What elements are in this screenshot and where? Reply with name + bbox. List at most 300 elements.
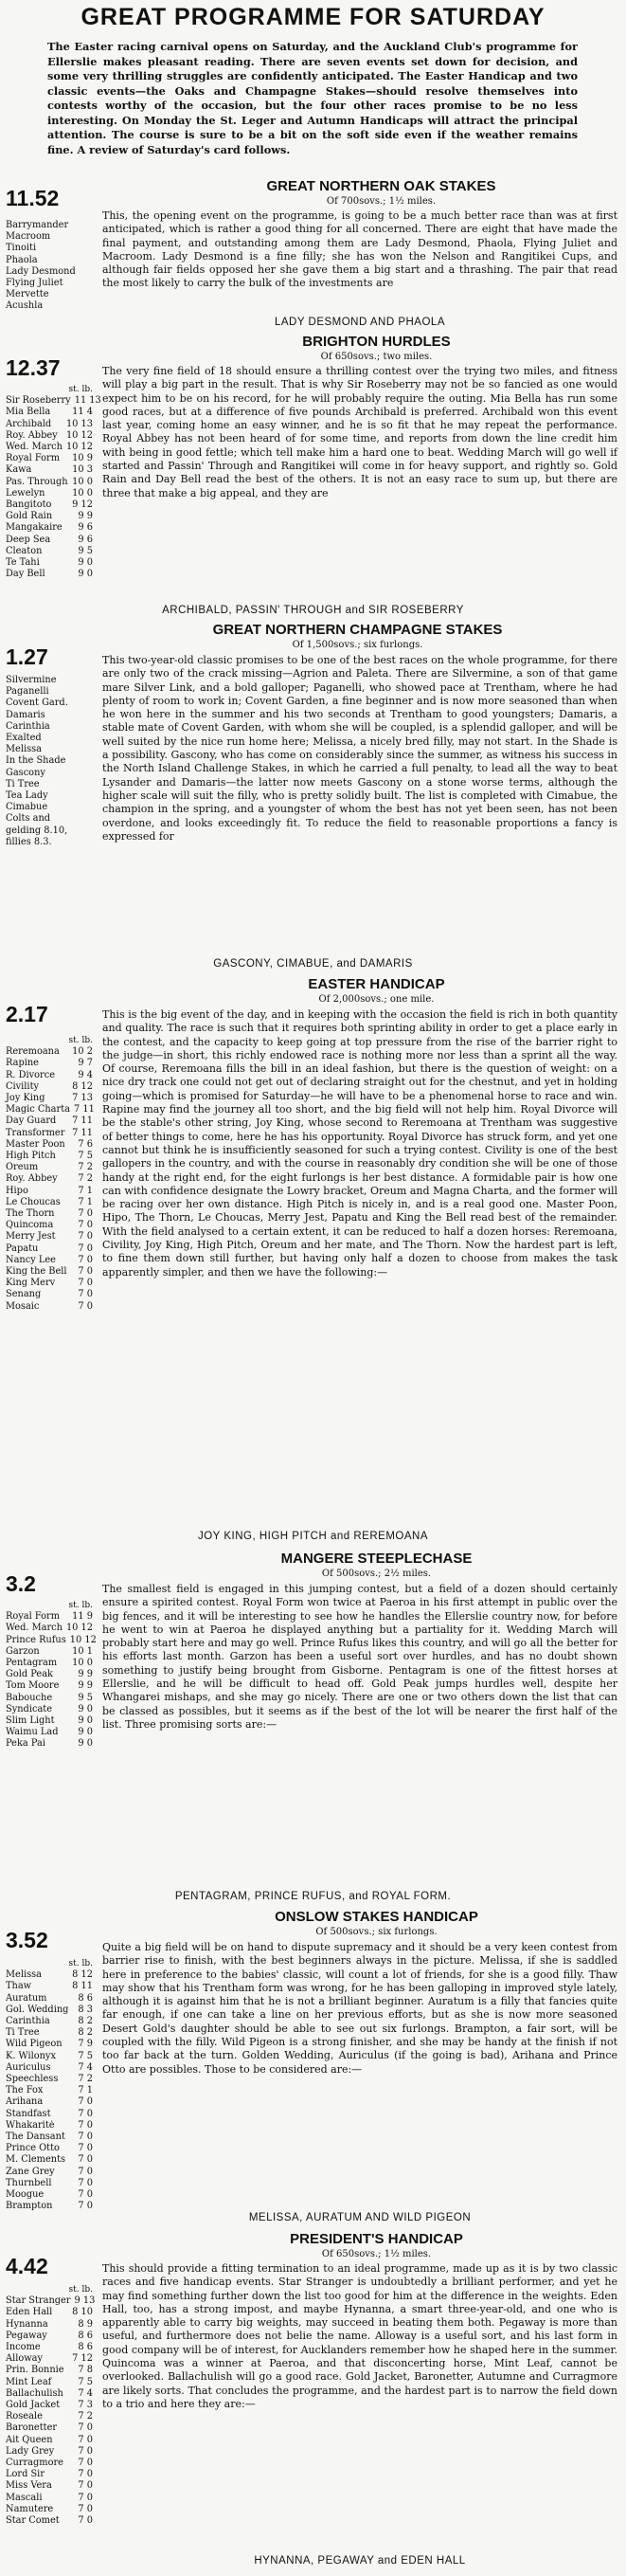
entry-row [6,1220,93,1231]
entry-row [6,419,93,430]
entries-list [6,1035,93,1313]
horse-name: Pegaway [6,2330,47,2341]
horse-name: Arihana [6,2096,44,2108]
horse-name: Le Choucas [6,1196,61,1207]
horse-weight: 7 0 [78,1208,93,1220]
horse-name: Lady Grey [6,2445,55,2457]
horse-weight: 7 0 [78,1278,93,1289]
horse-weight: 9 7 [78,1058,93,1069]
race-time: 1.27 [6,644,48,669]
entry-row [6,1704,93,1715]
horse-name: Tom Moore [6,1680,60,1692]
entry-row [6,2062,93,2074]
horse-weight: 7 0 [78,2515,93,2527]
horse-name: Income [6,2342,41,2353]
horse-name: Ait Queen [6,2434,53,2445]
race-title: GREAT NORTHERN CHAMPAGNE STAKES [212,622,503,638]
horse-name: Archibald [6,418,52,429]
horse-weight: 7 2 [78,2411,93,2422]
horse-weight: 10 0 [72,1658,93,1669]
horse-name: Kawa [6,464,32,476]
entries-list [6,2284,96,2527]
entry-row [6,768,93,779]
horse-weight: 7 0 [78,1289,93,1300]
entry-row [6,837,93,848]
horse-name: Alloway [6,2353,44,2365]
horse-weight: 7 0 [78,2458,93,2469]
entry-row [6,1070,93,1081]
entry-row [6,289,93,300]
entry-row [6,535,93,546]
race-distance: Of 1,500sovs.; six furlongs. [292,640,423,650]
horse-name: Auriculus [6,2061,51,2073]
horse-name: Bangitoto [6,499,52,511]
horse-name: Syndicate [6,1703,53,1714]
horse-name: Barrymander [6,220,69,230]
entry-row [6,395,101,407]
horse-name: Curragmore [6,2458,63,2469]
entry-row [6,511,93,522]
horse-name: King the Bell [6,1266,67,1278]
horse-name: Prince Rufus [6,1634,66,1645]
horse-weight: 7 13 [72,1093,93,1104]
entry-row [6,2319,93,2331]
horse-name: Star Stranger [6,2295,71,2307]
entry-row [6,744,93,755]
entry-row [6,2189,93,2201]
horse-weight: 10 0 [72,487,93,499]
entry-row [6,407,93,418]
horse-weight: 7 12 [72,2353,93,2365]
weights-header: st. lb. [68,1959,93,1968]
horse-weight: 10 9 [72,453,93,464]
horse-name: Master Poon [6,1138,65,1150]
horse-name: Roy. Abbey [6,429,58,441]
horse-name: Wed. March [6,1623,63,1634]
entry-row [6,1669,93,1680]
race-time: 11.52 [6,186,60,210]
horse-name: Moogue [6,2189,45,2201]
horse-name: Gold Peak [6,1669,53,1680]
horse-name: Day Guard [6,1116,57,1127]
horse-name: Colts and [6,813,51,825]
race-selections: ARCHIBALD, PASSIN' THROUGH and SIR ROSEBERRY [162,605,464,616]
entry-row [6,220,93,231]
horse-weight: 7 6 [78,1138,93,1150]
entry-row [6,2377,93,2388]
horse-name: Gold Jacket [6,2400,61,2411]
entry-row [6,1173,93,1185]
horse-name: Ti Tree [6,2027,40,2039]
entry-row [6,557,93,569]
horse-name: Te Tahi [6,557,40,569]
horse-name: Hynanna [6,2318,48,2330]
entry-row [6,522,93,534]
entry-row [6,1104,93,1116]
entry-row [6,1646,93,1658]
horse-weight: 9 13 [74,2295,96,2307]
race-commentary: This two-year-old classic promises to be one of the best races on the whole programme, for there are only two of the crack missing—Agrion and Paleta. There are Silvermine, a son of that game mare Silver Link, and a bold galloper; Paganelli, who showed pace at Trentham, where he had plenty of room to work in; Covent Garden, a fine beginner and is now more seasoned than when he won here in the summer and his two seconds at Trentham to good youngsters; Damaris, a stable mate of Covent Garden, with whom she will be coupled, is a splendid galloper, and will be well suited by the nice run home here; Melissa, a nicely bred filly, may not start. In the Shade is a possibility. Gascony, who has come on considerably since the summer, as witness his success in the North Island Challenge Stakes, in which he carried a full penalty, to lead all the way to beat Lysander and Damaris—the latter now meets Gascony on a stone worse terms, although the higher scale will suit the filly, who is pretty solidly built. The list is completed with Cimabue, the champion in the spring, and a youngster of whom the best has not yet been seen, has not been overdone, and looks exceedingly fit. To reduce the field to reasonable proportions a fancy is expressed for [102,654,617,843]
horse-weight: 7 11 [74,1104,95,1116]
entry-row [6,231,93,243]
race-time: 4.42 [6,2254,48,2278]
horse-weight: 10 12 [65,442,93,453]
entry-row [6,2342,93,2353]
entry-row [6,1634,97,1646]
horse-name: Cimabue [6,802,48,813]
horse-name: Exalted [6,733,42,744]
entry-row [6,1162,93,1173]
horse-name: Royal Form [6,1611,61,1623]
horse-weight: 9 9 [78,1680,93,1692]
entry-row [6,2365,93,2376]
horse-name: Standfast [6,2108,51,2119]
entry-row [6,1993,93,2005]
horse-name: Lewelyn [6,487,45,499]
horse-weight: 7 4 [78,2387,93,2399]
race-distance: Of 650sovs.; 1½ miles. [321,2249,432,2259]
horse-name: Day Bell [6,569,45,580]
entry-row [6,2469,93,2480]
horse-weight: 7 3 [78,2400,93,2411]
horse-weight: 11 9 [72,1611,93,1623]
entry-row [6,488,93,499]
horse-name: Civility [6,1080,40,1092]
weights-header: st. lb. [68,1601,93,1610]
entry-row [6,2400,93,2411]
horse-weight: 8 9 [78,2318,93,2330]
horse-name: Melissa [6,744,42,755]
horse-name: Prince Otto [6,2143,60,2154]
race-title: GREAT NORTHERN OAK STAKES [266,178,496,194]
horse-name: Wild Pigeon [6,2039,63,2050]
entry-row [6,2143,93,2154]
horse-name: Joy King [6,1093,45,1104]
entry-row [6,825,93,837]
horse-name: fillies 8.3. [6,836,52,847]
race-selections: HYNANNA, PEGAWAY and EDEN HALL [254,2555,466,2567]
entries-list [6,1958,93,2212]
horse-name: Hipo [6,1185,28,1196]
horse-weight: 7 0 [78,2492,93,2503]
entry-row [6,1727,93,1738]
horse-name: Mascali [6,2492,43,2503]
race-commentary: This should provide a fitting termination to an ideal programme, made up as it is by two classic races and five handicap events. Star Stranger is undoubtedly a brilliant performer, and yet he may find something further down the list too good for him at the difference in the weights. Eden Hall, too, has a strong impost, and maybe Hynanna, a smart three-year-old, and one who is apparently able to carry big weights, may succeed in beating them both. Pegaway is more than useful, and furthermore does not belie the name. Alloway is a useful sort, and his last form in good company will be of interest, for Aucklanders remember how he shaped here in the summer. Quincoma was a winner at Paeroa, and that disconcerting horse, Mint Leaf, cannot be overlooked. Ballachulish will go a good race. Gold Jacket, Baronetter, Autumne and Curragmore are likely sorts. That concludes the programme, and the hardest part is to narrow the field down to a trio and here they are:— [102,2262,617,2410]
entry-row [6,546,93,557]
horse-name: Carinthia [6,2016,50,2027]
horse-weight: 7 5 [78,2050,93,2061]
horse-name: Roy. Abbey [6,1173,58,1185]
horse-name: Wed. March [6,442,63,453]
entry-row [6,442,93,453]
entry-row [6,1623,93,1634]
race-selections: JOY KING, HIGH PITCH and REREMOANA [197,1531,428,1542]
horse-name: Phaola [6,254,38,265]
horse-name: Silvermine [6,675,57,685]
entry-row [6,2051,93,2062]
entry-row [6,1255,93,1266]
entry-row [6,2154,93,2166]
horse-name: Transformer [6,1127,65,1138]
entry-row [6,1208,93,1220]
horse-name: Waimu Lad [6,1727,59,1738]
entry-row [6,675,93,686]
horse-weight: 7 0 [78,1266,93,1278]
horse-name: Pentagram [6,1658,58,1669]
entry-row [6,1046,93,1058]
entry-row [6,2039,93,2050]
entry-row [6,2435,93,2446]
horse-name: Prin. Bonnie [6,2365,64,2376]
entry-row [6,1289,93,1300]
entry-row [6,569,93,580]
horse-weight: 9 12 [72,499,93,511]
horse-name: Sir Roseberry [6,395,71,407]
race-selections: MELISSA, AURATUM AND WILD PIGEON [248,2212,472,2223]
horse-name: Speechless [6,2074,59,2085]
horse-weight: 9 5 [78,545,93,556]
horse-weight: 7 0 [78,2189,93,2201]
entries-list [6,1600,97,1751]
entry-row [6,2307,93,2318]
horse-weight: 8 6 [78,2342,93,2353]
horse-name: High Pitch [6,1151,56,1162]
entry-row [6,2480,93,2492]
horse-weight: 8 6 [78,2330,93,2341]
horse-name: Ballachulish [6,2387,63,2399]
entry-row [6,755,93,767]
race-title: BRIGHTON HURDLES [302,334,451,350]
entry-row [6,1243,93,1255]
entry-row [6,2493,93,2504]
race-selections: PENTAGRAM, PRINCE RUFUS, and ROYAL FORM. [174,1891,452,1902]
horse-name: Miss Vera [6,2480,52,2492]
race-time: 2.17 [6,1002,48,1026]
horse-name: Auratum [6,1992,47,2004]
entry-row [6,2120,93,2132]
horse-weight: 7 0 [78,2143,93,2154]
horse-weight: 7 0 [78,2503,93,2514]
horse-weight: 8 6 [78,1992,93,2004]
entry-row [6,2074,93,2085]
entry-row [6,1715,93,1727]
entry-row [6,2085,93,2096]
horse-weight: 7 0 [78,2166,93,2177]
horse-weight: 7 11 [72,1116,93,1127]
horse-weight: 7 1 [78,2085,93,2096]
entry-row [6,2446,93,2458]
race-distance: Of 500sovs.; six furlongs. [315,1927,438,1937]
entry-row [6,2109,93,2120]
horse-weight: 7 0 [78,2434,93,2445]
race-selections: LADY DESMOND AND PHAOLA [274,317,445,328]
horse-weight: 8 11 [72,1981,93,1992]
entry-row [6,430,93,442]
entry-row [6,1186,93,1197]
entry-row [6,278,93,289]
horse-name: Gold Rain [6,511,53,522]
entry-row [6,1680,93,1692]
entry-row [6,2388,93,2400]
horse-name: Mint Leaf [6,2376,52,2387]
race-time: 3.52 [6,1928,48,1952]
race-title: MANGERE STEEPLECHASE [280,1551,473,1567]
horse-name: Papatu [6,1243,39,1254]
entry-row [6,255,93,266]
entry-row [6,2295,96,2307]
horse-name: Senang [6,1289,42,1300]
entry-row [6,721,93,733]
race-title: ONSLOW STAKES HANDICAP [275,1909,478,1925]
entry-row [6,2515,93,2527]
horse-name: Gascony [6,767,45,778]
horse-name: Mosaic [6,1300,40,1312]
entry-row [6,686,93,698]
horse-weight: 8 10 [72,2307,93,2318]
horse-name: Lord Sir [6,2469,45,2480]
horse-weight: 10 0 [72,476,93,487]
entry-row [6,1081,93,1093]
horse-name: Nancy Lee [6,1254,56,1265]
weights-header: st. lb. [68,385,93,394]
horse-name: Carinthia [6,720,50,732]
entry-row [6,266,93,278]
horse-name: Star Comet [6,2515,60,2527]
horse-name: Oreum [6,1162,39,1173]
horse-name: Tea Lady [6,790,48,802]
horse-weight: 7 1 [78,1185,93,1196]
race-time: 3.2 [6,1571,36,1596]
entry-row [6,2331,93,2342]
entry-row [6,2178,93,2189]
horse-weight: 7 0 [78,2480,93,2492]
horse-name: Zane Grey [6,2166,55,2177]
horse-name: Covent Gard. [6,698,68,709]
horse-weight: 8 12 [72,1969,93,1981]
weights-header: st. lb. [68,1036,93,1045]
horse-weight: 7 0 [78,2469,93,2480]
entry-row [6,1231,93,1243]
horse-name: Paganelli [6,686,49,698]
horse-weight: 7 1 [78,1196,93,1207]
entry-row [6,2458,93,2469]
entry-row [6,779,93,790]
horse-name: Thurnbell [6,2177,52,2188]
horse-weight: 7 0 [78,1231,93,1243]
horse-weight: 7 5 [78,2376,93,2387]
horse-weight: 7 0 [78,2119,93,2131]
entry-row [6,790,93,802]
entry-row [6,2027,93,2039]
horse-name: R. Divorce [6,1069,55,1080]
race-time: 12.37 [6,355,61,380]
weights-header: st. lb. [68,2285,93,2295]
horse-weight: 7 0 [78,1300,93,1312]
race-selections: GASCONY, CIMABUE, and DAMARIS [213,958,413,970]
horse-weight: 8 2 [78,2027,93,2039]
horse-weight: 10 12 [65,429,93,441]
entry-row [6,733,93,744]
horse-name: Namutere [6,2503,54,2514]
entry-row [6,802,93,813]
horse-name: Lady Desmond [6,265,76,277]
horse-name: Mia Bella [6,407,51,418]
entry-row [6,499,93,511]
race-commentary: The very fine field of 18 should ensure a thrilling contest over the trying two miles, and fitness will play a big part in the result. That is why Sir Roseberry may not be so fancied as one would expect him to be on his record, for he will probably require the outing. Mia Bella has run some good races, but at a difference of five pounds Archibald is preferred. Archibald won this event last year, coming home an easy winner, and he is so fit that he may repeat the performance. Royal Abbey has not been heard of for some time, and reports from down the line credit him with being in good fettle; which tell make him a hard one to beat. Wedding March will go well if started and Passin' Through and Rangitikei will come in for heavy support, and rightly so. Gold Rain and Day Bell read the best of the others. It is not an easy race to sum up, but there are three that make a big appeal, and they are [102,365,617,499]
horse-weight: 9 5 [78,1692,93,1703]
race-distance: Of 650sovs.; two miles. [320,352,433,362]
horse-weight: 9 9 [78,1669,93,1680]
entries-list [6,675,93,848]
horse-weight: 8 2 [78,2016,93,2027]
horse-weight: 9 0 [78,1703,93,1714]
horse-weight: 7 2 [78,1162,93,1173]
horse-weight: 7 0 [78,2108,93,2119]
entry-row [6,1116,93,1127]
race-commentary: The smallest field is engaged in this jumping contest, but a field of a dozen should certainly ensure a spirited contest. Royal Form won twice at Paeroa in his first attempt in public over the big fences, and it will be interesting to see how he handles the Ellerslie country now, for before he went to win at Paeroa he displayed anything but a partiality for it. Wedding March will probably start here and may go well. Prince Rufus likes this country, and will go all the better for his efforts last month. Garzon has been a useful sort over hurdles, and has no doubt shown something to justify being brought from Gisborne. Pentagram is one of the fittest horses at Ellerslie, and he will be difficult to head off. Gold Peak jumps hurdles well, despite her Whangarei mishaps, and she may go nicely. There are one or two others down the list that can be classed as possibles, but it seems as if the best of the lot will be nearer the first half of the list. Three promising sorts are:— [102,1583,617,1731]
horse-name: Gol. Wedding [6,2004,69,2015]
horse-name: Peka Pai [6,1738,45,1750]
horse-name: Damaris [6,709,45,720]
entry-row [6,1139,93,1151]
entry-row [6,710,93,721]
horse-weight: 7 8 [78,2365,93,2376]
horse-weight: 9 4 [78,1069,93,1080]
race-distance: Of 700sovs.; 1½ miles. [326,196,437,207]
entry-row [6,698,93,709]
horse-name: Cleaton [6,545,43,556]
entry-row [6,1658,93,1669]
horse-name: Melissa [6,1969,42,1981]
horse-weight: 7 0 [78,2201,93,2212]
horse-name: Whakaritė [6,2119,55,2131]
entry-row [6,2201,93,2212]
race-distance: Of 2,000sovs.; one mile. [318,994,435,1005]
horse-name: Garzon [6,1645,40,1657]
race-title: EASTER HANDICAP [308,976,445,992]
horse-weight: 7 4 [78,2061,93,2073]
horse-name: Reremoana [6,1046,60,1058]
entry-row [6,300,93,312]
horse-weight: 7 0 [78,2445,93,2457]
horse-name: Eden Hall [6,2307,53,2318]
entry-row [6,243,93,254]
horse-name: gelding 8.10, [6,825,68,836]
horse-weight: 7 0 [78,2154,93,2166]
entry-row [6,453,93,464]
horse-name: King Merv [6,1278,56,1289]
horse-weight: 7 0 [78,2096,93,2108]
horse-name: The Fox [6,2085,44,2096]
horse-name: In the Shade [6,755,66,767]
horse-weight: 10 2 [72,1046,93,1058]
entry-row [6,1151,93,1162]
entry-row [6,2005,93,2016]
entry-row [6,464,93,476]
horse-name: Brampton [6,2201,53,2212]
horse-weight: 10 13 [65,418,93,429]
horse-name: Macroom [6,231,51,243]
horse-weight: 7 0 [78,2132,93,2143]
horse-weight: 10 12 [65,1623,93,1634]
horse-weight: 9 6 [78,534,93,545]
horse-weight: 7 0 [78,1254,93,1265]
horse-weight: 9 0 [78,1715,93,1727]
entry-row [6,1693,93,1704]
entry-row [6,1058,93,1069]
horse-weight: 9 0 [78,1727,93,1738]
horse-weight: 9 0 [78,569,93,580]
